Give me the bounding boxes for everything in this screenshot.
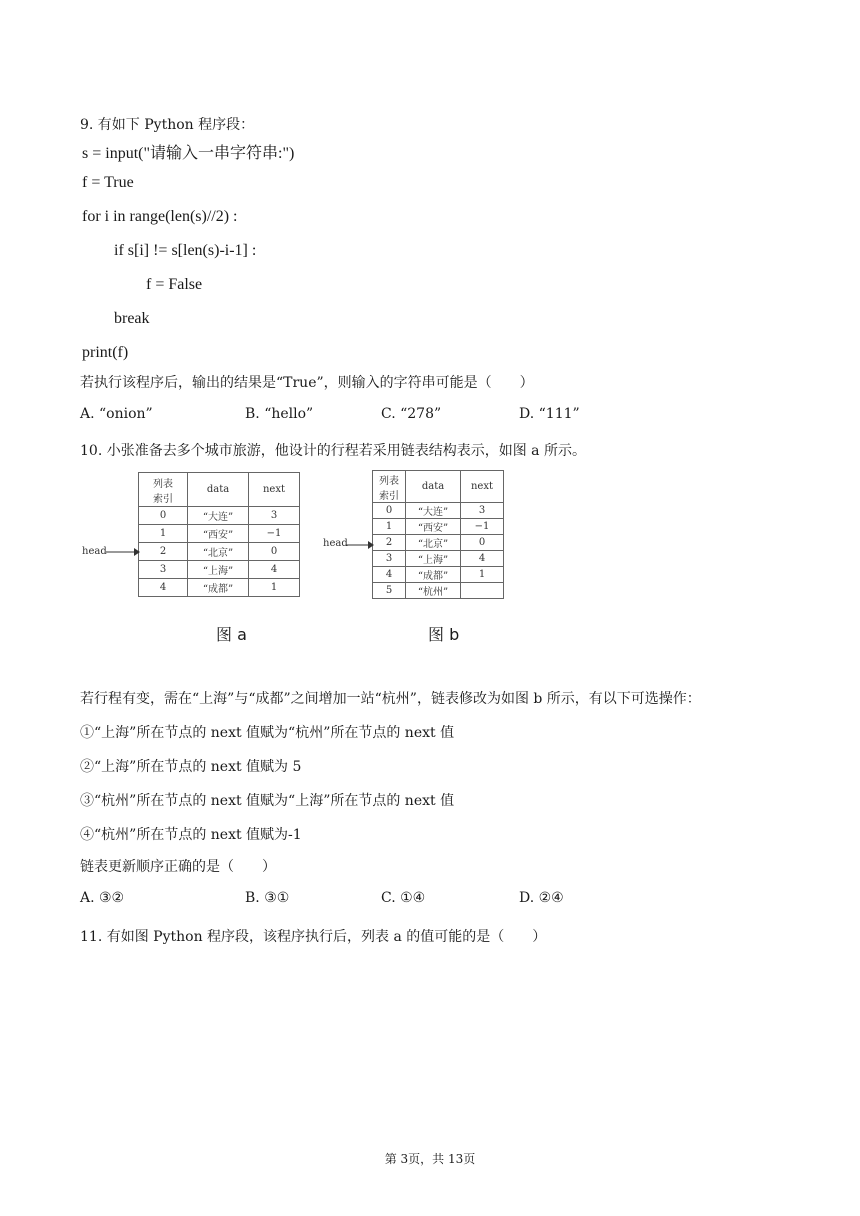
page-footer: 第 3页，共 13页 (384, 1152, 476, 1166)
cell-index: 3 (373, 551, 406, 567)
q9-option-a: A. “onion” (80, 406, 153, 422)
q10-option-b: B. ③① (245, 890, 290, 906)
table-row (373, 519, 504, 535)
cell-next: 4 (249, 561, 300, 579)
q10-op-1: ①“上海”所在节点的 next 值赋为“杭州”所在节点的 next 值 (80, 725, 455, 741)
q9-option-b: B. “hello” (245, 406, 314, 422)
cell-next: 1 (249, 579, 300, 597)
cell-next: 3 (461, 503, 504, 519)
header-next: next (461, 471, 504, 503)
table-row (373, 583, 504, 599)
q9-option-d: D. “111” (519, 406, 580, 422)
cell-next: 1 (461, 567, 504, 583)
cell-index: 1 (373, 519, 406, 535)
figure-a-caption: 图 a (216, 625, 247, 644)
table-row (373, 535, 504, 551)
cell-data: “大连” (406, 503, 461, 519)
cell-data: “杭州” (406, 583, 461, 599)
q10-op-3: ③“杭州”所在节点的 next 值赋为“上海”所在节点的 next 值 (80, 793, 455, 809)
q10-option-d: D. ②④ (519, 890, 564, 906)
linked-list-table-b (372, 470, 504, 599)
cell-next: −1 (249, 525, 300, 543)
q10-change-text: 若行程有变，需在“上海”与“成都”之间增加一站“杭州”，链表修改为如图 b 所示，有以下可选操作： (80, 691, 701, 707)
header-index: 列表 索引 (373, 471, 406, 503)
table-row (139, 579, 300, 597)
cell-next (461, 583, 504, 599)
cell-data: “上海” (406, 551, 461, 567)
q9-stem: 9. 有如下 Python 程序段： (80, 117, 255, 133)
code-line-5: f = False (146, 276, 203, 293)
cell-index: 2 (373, 535, 406, 551)
cell-index: 0 (139, 507, 188, 525)
cell-next: −1 (461, 519, 504, 535)
head-arrow-icon (346, 539, 374, 551)
cell-data: “成都” (188, 579, 249, 597)
q10-stem: 10. 小张准备去多个城市旅游，他设计的行程若采用链表结构表示，如图 a 所示。 (80, 443, 586, 459)
table-row (373, 567, 504, 583)
table-row (139, 507, 300, 525)
q10-question: 链表更新顺序正确的是（ ） (80, 859, 276, 875)
code-line-7: print(f) (82, 344, 129, 361)
cell-index: 2 (139, 543, 188, 561)
q10-op-4: ④“杭州”所在节点的 next 值赋为-1 (80, 827, 302, 843)
table-row (373, 551, 504, 567)
cell-index: 4 (373, 567, 406, 583)
header-data: data (406, 471, 461, 503)
q9-option-c: C. “278” (381, 406, 442, 422)
q10-op-2: ②“上海”所在节点的 next 值赋为 5 (80, 759, 302, 775)
cell-next: 3 (249, 507, 300, 525)
header-data: data (188, 473, 249, 507)
cell-data: “西安” (406, 519, 461, 535)
head-label-a: head (82, 546, 107, 557)
cell-next: 4 (461, 551, 504, 567)
code-line-3: for i in range(len(s)//2) : (82, 208, 238, 225)
head-label-b: head (323, 538, 348, 549)
cell-data: “大连” (188, 507, 249, 525)
cell-data: “成都” (406, 567, 461, 583)
cell-index: 0 (373, 503, 406, 519)
cell-index: 3 (139, 561, 188, 579)
cell-next: 0 (461, 535, 504, 551)
cell-index: 5 (373, 583, 406, 599)
table-row (139, 543, 300, 561)
code-line-2: f = True (82, 174, 134, 191)
linked-list-table-a (138, 472, 300, 597)
cell-next: 0 (249, 543, 300, 561)
cell-data: “西安” (188, 525, 249, 543)
q10-option-c: C. ①④ (381, 890, 426, 906)
q11-stem: 11. 有如图 Python 程序段，该程序执行后，列表 a 的值可能的是（ ） (80, 929, 547, 945)
table-row (139, 561, 300, 579)
cell-index: 4 (139, 579, 188, 597)
figure-b-caption: 图 b (428, 625, 460, 644)
q9-question: 若执行该程序后，输出的结果是“True”，则输入的字符串可能是（ ） (80, 375, 534, 391)
cell-index: 1 (139, 525, 188, 543)
code-line-6: break (114, 310, 150, 327)
header-next: next (249, 473, 300, 507)
code-line-1: s = input("请输入一串字符串:") (82, 145, 295, 162)
code-line-4: if s[i] != s[len(s)-i-1] : (114, 242, 257, 259)
cell-data: “北京” (188, 543, 249, 561)
q10-option-a: A. ③② (80, 890, 125, 906)
head-arrow-icon (106, 546, 140, 558)
cell-data: “上海” (188, 561, 249, 579)
table-row (139, 525, 300, 543)
cell-data: “北京” (406, 535, 461, 551)
header-index: 列表 索引 (139, 473, 188, 507)
table-row (373, 503, 504, 519)
